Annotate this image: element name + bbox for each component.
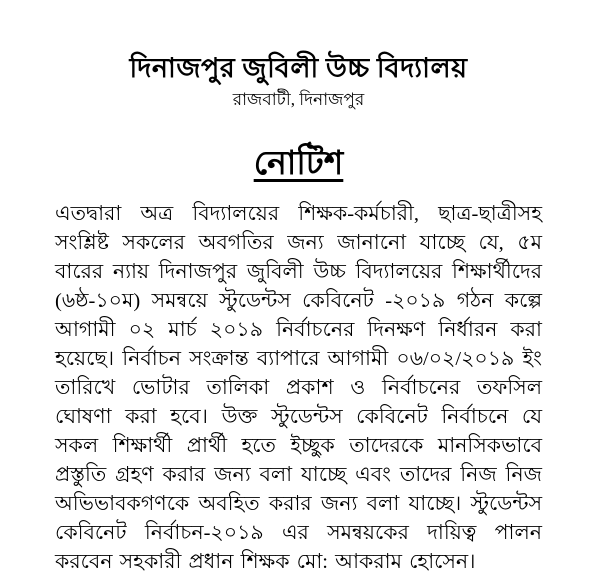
notice-heading: নোটিশ — [253, 146, 344, 182]
school-name-title: দিনাজপুর জুবিলী উচ্চ বিদ্যালয় — [129, 53, 468, 83]
document-header — [55, 50, 542, 111]
school-address: রাজবাটী, দিনাজপুর — [232, 90, 365, 109]
notice-body-text: এতদ্বারা অত্র বিদ্যালয়ের শিক্ষক-কর্মচারী, ছাত্র-ছাত্রীসহ সংশ্লিষ্ট সকলের অবগতির জন্য জানানো যাচ্ছে যে, ৫ম বারের ন্যায় দিনাজপুর জুবিলী উচ্চ বিদ্যালয়ের শিক্ষার্থীদের (৬ষ্ঠ-১০ম) সমন্বয়ে স্টুডেন্টস কেবিনেট -২০১৯ গঠন কল্পে আগামী ০২ মার্চ ২০১৯ নির্বাচনের দিনক্ষণ নির্ধারন করা হয়েছে। নির্বাচন সংক্রান্ত ব্যাপারে আগামী ০৬/০২/২০১৯ ইং তারিখে ভোটার তালিকা প্রকাশ ও নির্বাচনের তফসিল ঘোষণা করা হবে। উক্ত স্টুডেন্টস কেবিনেট নির্বাচনে যে সকল শিক্ষার্থী প্রার্থী হতে ইচ্ছুক তাদেরকে মানসিকভাবে প্রস্তুতি গ্রহণ করার জন্য বলা যাচ্ছে এবং তাদের নিজ নিজ অভিভাবকগণকে অবহিত করার জন্য বলা যাচ্ছে। স্টুডেন্টস কেবিনেট নির্বাচন-২০১৯ এর সমন্বয়কের দায়িত্ব পালন করবেন সহকারী প্রধান শিক্ষক মো: আকরাম হোসেন। — [55, 203, 542, 573]
